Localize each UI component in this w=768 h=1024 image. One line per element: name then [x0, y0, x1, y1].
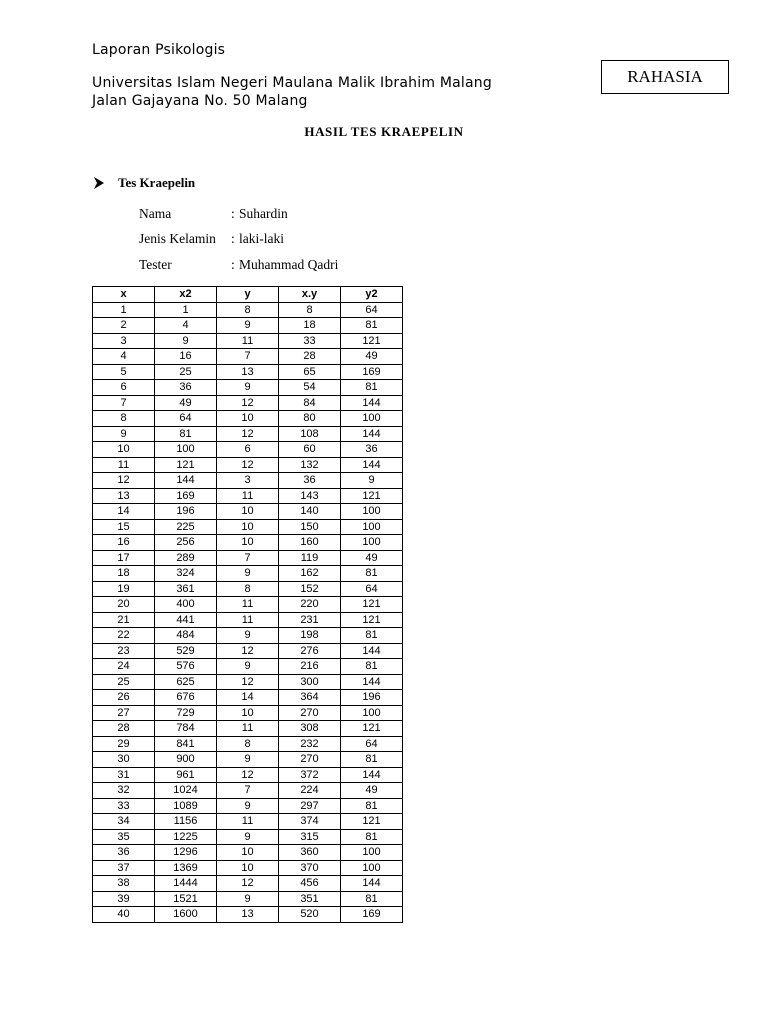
table-cell: 144: [341, 457, 403, 473]
table-row: [93, 829, 403, 845]
table-cell: 8: [217, 581, 279, 597]
table-cell: 22: [93, 628, 155, 644]
table-cell: 121: [341, 814, 403, 830]
table-cell: 19: [93, 581, 155, 597]
table-cell: 81: [341, 380, 403, 396]
table-cell: 162: [279, 566, 341, 582]
table-cell: 225: [155, 519, 217, 535]
table-cell: 49: [155, 395, 217, 411]
table-cell: 100: [341, 411, 403, 427]
table-cell: 300: [279, 674, 341, 690]
table-row: [93, 519, 403, 535]
kraepelin-table: [92, 286, 403, 923]
table-cell: 370: [279, 860, 341, 876]
table-cell: 10: [217, 705, 279, 721]
table-row: [93, 907, 403, 923]
table-cell: 576: [155, 659, 217, 675]
table-cell: 9: [217, 318, 279, 334]
table-cell: 121: [155, 457, 217, 473]
table-cell: 119: [279, 550, 341, 566]
table-cell: 220: [279, 597, 341, 613]
table-cell: 36: [155, 380, 217, 396]
table-cell: 7: [217, 550, 279, 566]
university-address: Jalan Gajayana No. 50 Malang: [92, 93, 308, 109]
table-cell: 121: [341, 721, 403, 737]
table-cell: 9: [217, 628, 279, 644]
table-cell: 24: [93, 659, 155, 675]
info-separator: :: [231, 205, 235, 221]
table-cell: 9: [217, 566, 279, 582]
table-cell: 10: [217, 504, 279, 520]
table-row: [93, 380, 403, 396]
table-cell: 81: [341, 829, 403, 845]
table-cell: 625: [155, 674, 217, 690]
table-row: [93, 473, 403, 489]
table-cell: 35: [93, 829, 155, 845]
table-cell: 64: [341, 581, 403, 597]
table-cell: 676: [155, 690, 217, 706]
table-cell: 152: [279, 581, 341, 597]
table-cell: 29: [93, 736, 155, 752]
table-cell: 26: [93, 690, 155, 706]
table-cell: 80: [279, 411, 341, 427]
table-cell: 308: [279, 721, 341, 737]
table-cell: 11: [217, 814, 279, 830]
info-label: Nama: [139, 205, 172, 221]
table-cell: 11: [217, 721, 279, 737]
table-cell: 9: [217, 752, 279, 768]
table-cell: 4: [93, 349, 155, 365]
table-cell: 81: [155, 426, 217, 442]
table-row: [93, 442, 403, 458]
table-cell: 784: [155, 721, 217, 737]
university-block: [92, 74, 492, 110]
table-cell: 81: [341, 798, 403, 814]
table-cell: 144: [341, 674, 403, 690]
table-cell: 4: [155, 318, 217, 334]
table-row: [93, 612, 403, 628]
table-cell: 1369: [155, 860, 217, 876]
table-row: [93, 798, 403, 814]
table-cell: 49: [341, 349, 403, 365]
table-row: [93, 674, 403, 690]
table-cell: 13: [93, 488, 155, 504]
table-row: [93, 845, 403, 861]
table-cell: 9: [217, 829, 279, 845]
table-cell: 33: [93, 798, 155, 814]
table-row: [93, 721, 403, 737]
table-row: [93, 333, 403, 349]
info-value: Muhammad Qadri: [239, 256, 339, 272]
table-cell: 1444: [155, 876, 217, 892]
table-cell: 13: [217, 907, 279, 923]
table-row: [93, 535, 403, 551]
table-cell: 100: [341, 519, 403, 535]
table-cell: 84: [279, 395, 341, 411]
table-cell: 12: [217, 643, 279, 659]
table-cell: 11: [217, 612, 279, 628]
table-cell: 2: [93, 318, 155, 334]
column-header: x.y: [279, 287, 341, 303]
table-cell: 216: [279, 659, 341, 675]
table-cell: 132: [279, 457, 341, 473]
table-cell: 9: [341, 473, 403, 489]
table-cell: 360: [279, 845, 341, 861]
table-cell: 150: [279, 519, 341, 535]
table-row: [93, 411, 403, 427]
table-cell: 10: [93, 442, 155, 458]
table-cell: 7: [217, 783, 279, 799]
table-cell: 1089: [155, 798, 217, 814]
table-cell: 270: [279, 752, 341, 768]
table-cell: 169: [155, 488, 217, 504]
table-cell: 374: [279, 814, 341, 830]
table-cell: 108: [279, 426, 341, 442]
table-cell: 169: [341, 907, 403, 923]
table-row: [93, 783, 403, 799]
table-cell: 351: [279, 891, 341, 907]
column-header: x2: [155, 287, 217, 303]
table-cell: 361: [155, 581, 217, 597]
info-value: Suhardin: [239, 205, 288, 221]
table-cell: 841: [155, 736, 217, 752]
table-row: [93, 426, 403, 442]
table-cell: 30: [93, 752, 155, 768]
table-cell: 121: [341, 333, 403, 349]
table-cell: 7: [93, 395, 155, 411]
table-cell: 1156: [155, 814, 217, 830]
table-cell: 32: [93, 783, 155, 799]
table-cell: 484: [155, 628, 217, 644]
table-cell: 8: [217, 736, 279, 752]
document-title: HASIL TES KRAEPELIN: [304, 124, 464, 139]
table-cell: 81: [341, 628, 403, 644]
table-row: [93, 705, 403, 721]
table-cell: 231: [279, 612, 341, 628]
column-header: x: [93, 287, 155, 303]
table-cell: 270: [279, 705, 341, 721]
table-cell: 3: [93, 333, 155, 349]
table-cell: 100: [341, 860, 403, 876]
table-cell: 16: [93, 535, 155, 551]
table-cell: 81: [341, 566, 403, 582]
table-cell: 12: [217, 767, 279, 783]
table-cell: 23: [93, 643, 155, 659]
table-cell: 64: [155, 411, 217, 427]
table-cell: 11: [217, 488, 279, 504]
confidential-stamp: RAHASIA: [601, 60, 729, 94]
arrowhead-bullet-icon: [92, 176, 106, 190]
table-cell: 224: [279, 783, 341, 799]
table-cell: 33: [279, 333, 341, 349]
table-cell: 100: [341, 504, 403, 520]
table-cell: 10: [217, 535, 279, 551]
table-cell: 100: [341, 535, 403, 551]
table-cell: 1296: [155, 845, 217, 861]
table-cell: 144: [341, 767, 403, 783]
info-label: Jenis Kelamin: [139, 231, 216, 247]
info-row: [139, 227, 338, 253]
table-cell: 31: [93, 767, 155, 783]
info-value: laki-laki: [239, 231, 284, 247]
table-cell: 10: [217, 411, 279, 427]
table-cell: 1521: [155, 891, 217, 907]
table-cell: 49: [341, 783, 403, 799]
table-cell: 25: [93, 674, 155, 690]
table-row: [93, 752, 403, 768]
table-cell: 196: [341, 690, 403, 706]
table-cell: 12: [217, 395, 279, 411]
table-cell: 10: [217, 519, 279, 535]
report-label: Laporan Psikologis: [92, 42, 226, 58]
table-row: [93, 643, 403, 659]
table-cell: 1: [155, 302, 217, 318]
table-cell: 34: [93, 814, 155, 830]
table-row: [93, 349, 403, 365]
table-cell: 12: [217, 876, 279, 892]
table-cell: 256: [155, 535, 217, 551]
table-cell: 12: [217, 457, 279, 473]
table-cell: 100: [341, 705, 403, 721]
table-cell: 121: [341, 597, 403, 613]
table-cell: 11: [217, 333, 279, 349]
table-cell: 11: [93, 457, 155, 473]
section-heading: [92, 175, 195, 191]
table-cell: 1024: [155, 783, 217, 799]
table-row: [93, 814, 403, 830]
info-row: [139, 252, 338, 278]
table-cell: 520: [279, 907, 341, 923]
table-header-row: [93, 287, 403, 303]
table-cell: 16: [155, 349, 217, 365]
table-cell: 64: [341, 302, 403, 318]
table-row: [93, 891, 403, 907]
table-cell: 15: [93, 519, 155, 535]
table-cell: 196: [155, 504, 217, 520]
table-row: [93, 628, 403, 644]
participant-info: [139, 201, 338, 278]
table-cell: 12: [217, 426, 279, 442]
table-cell: 297: [279, 798, 341, 814]
table-cell: 81: [341, 318, 403, 334]
column-header: y: [217, 287, 279, 303]
table-cell: 9: [217, 659, 279, 675]
table-cell: 441: [155, 612, 217, 628]
table-cell: 276: [279, 643, 341, 659]
table-cell: 7: [217, 349, 279, 365]
table-cell: 315: [279, 829, 341, 845]
table-row: [93, 504, 403, 520]
table-cell: 6: [93, 380, 155, 396]
table-cell: 9: [217, 891, 279, 907]
table-cell: 64: [341, 736, 403, 752]
table-cell: 400: [155, 597, 217, 613]
table-cell: 169: [341, 364, 403, 380]
table-cell: 3: [217, 473, 279, 489]
table-cell: 49: [341, 550, 403, 566]
table-cell: 729: [155, 705, 217, 721]
table-cell: 900: [155, 752, 217, 768]
table-cell: 456: [279, 876, 341, 892]
table-cell: 961: [155, 767, 217, 783]
table-cell: 9: [217, 798, 279, 814]
table-cell: 364: [279, 690, 341, 706]
table-cell: 160: [279, 535, 341, 551]
table-row: [93, 566, 403, 582]
table-row: [93, 488, 403, 504]
table-cell: 13: [217, 364, 279, 380]
table-row: [93, 736, 403, 752]
table-row: [93, 581, 403, 597]
table-cell: 14: [217, 690, 279, 706]
table-cell: 144: [341, 643, 403, 659]
table-row: [93, 876, 403, 892]
table-row: [93, 659, 403, 675]
info-label: Tester: [139, 256, 172, 272]
info-separator: :: [231, 256, 235, 272]
table-row: [93, 395, 403, 411]
table-cell: 11: [217, 597, 279, 613]
table-cell: 81: [341, 659, 403, 675]
info-separator: :: [231, 231, 235, 247]
table-cell: 10: [217, 860, 279, 876]
table-row: [93, 767, 403, 783]
table-cell: 9: [217, 380, 279, 396]
table-cell: 100: [341, 845, 403, 861]
table-cell: 38: [93, 876, 155, 892]
table-cell: 144: [155, 473, 217, 489]
table-cell: 20: [93, 597, 155, 613]
table-cell: 9: [155, 333, 217, 349]
table-cell: 5: [93, 364, 155, 380]
table-cell: 12: [93, 473, 155, 489]
table-cell: 100: [155, 442, 217, 458]
table-cell: 28: [279, 349, 341, 365]
table-cell: 143: [279, 488, 341, 504]
table-cell: 25: [155, 364, 217, 380]
info-row: [139, 201, 338, 227]
table-cell: 60: [279, 442, 341, 458]
table-row: [93, 597, 403, 613]
table-cell: 18: [279, 318, 341, 334]
table-cell: 144: [341, 395, 403, 411]
table-cell: 37: [93, 860, 155, 876]
table-cell: 324: [155, 566, 217, 582]
table-cell: 21: [93, 612, 155, 628]
table-cell: 1: [93, 302, 155, 318]
table-cell: 18: [93, 566, 155, 582]
column-header: y2: [341, 287, 403, 303]
table-row: [93, 318, 403, 334]
table-cell: 65: [279, 364, 341, 380]
table-row: [93, 690, 403, 706]
table-cell: 40: [93, 907, 155, 923]
table-cell: 36: [341, 442, 403, 458]
table-cell: 9: [93, 426, 155, 442]
table-cell: 39: [93, 891, 155, 907]
table-row: [93, 860, 403, 876]
table-row: [93, 550, 403, 566]
table-cell: 54: [279, 380, 341, 396]
table-cell: 372: [279, 767, 341, 783]
table-cell: 17: [93, 550, 155, 566]
table-cell: 6: [217, 442, 279, 458]
table-cell: 529: [155, 643, 217, 659]
table-cell: 36: [93, 845, 155, 861]
table-cell: 10: [217, 845, 279, 861]
table-cell: 1600: [155, 907, 217, 923]
table-cell: 121: [341, 612, 403, 628]
table-cell: 1225: [155, 829, 217, 845]
section-heading-label: Tes Kraepelin: [118, 175, 196, 190]
table-cell: 8: [279, 302, 341, 318]
table-row: [93, 364, 403, 380]
table-row: [93, 457, 403, 473]
table-cell: 27: [93, 705, 155, 721]
table-cell: 140: [279, 504, 341, 520]
table-cell: 81: [341, 891, 403, 907]
table-cell: 8: [217, 302, 279, 318]
table-cell: 12: [217, 674, 279, 690]
table-cell: 36: [279, 473, 341, 489]
table-cell: 81: [341, 752, 403, 768]
table-cell: 232: [279, 736, 341, 752]
table-cell: 198: [279, 628, 341, 644]
table-cell: 8: [93, 411, 155, 427]
table-cell: 144: [341, 876, 403, 892]
table-cell: 289: [155, 550, 217, 566]
table-row: [93, 302, 403, 318]
table-cell: 144: [341, 426, 403, 442]
table-cell: 14: [93, 504, 155, 520]
table-cell: 28: [93, 721, 155, 737]
table-cell: 121: [341, 488, 403, 504]
university-name: Universitas Islam Negeri Maulana Malik Ibrahim Malang: [92, 75, 492, 91]
